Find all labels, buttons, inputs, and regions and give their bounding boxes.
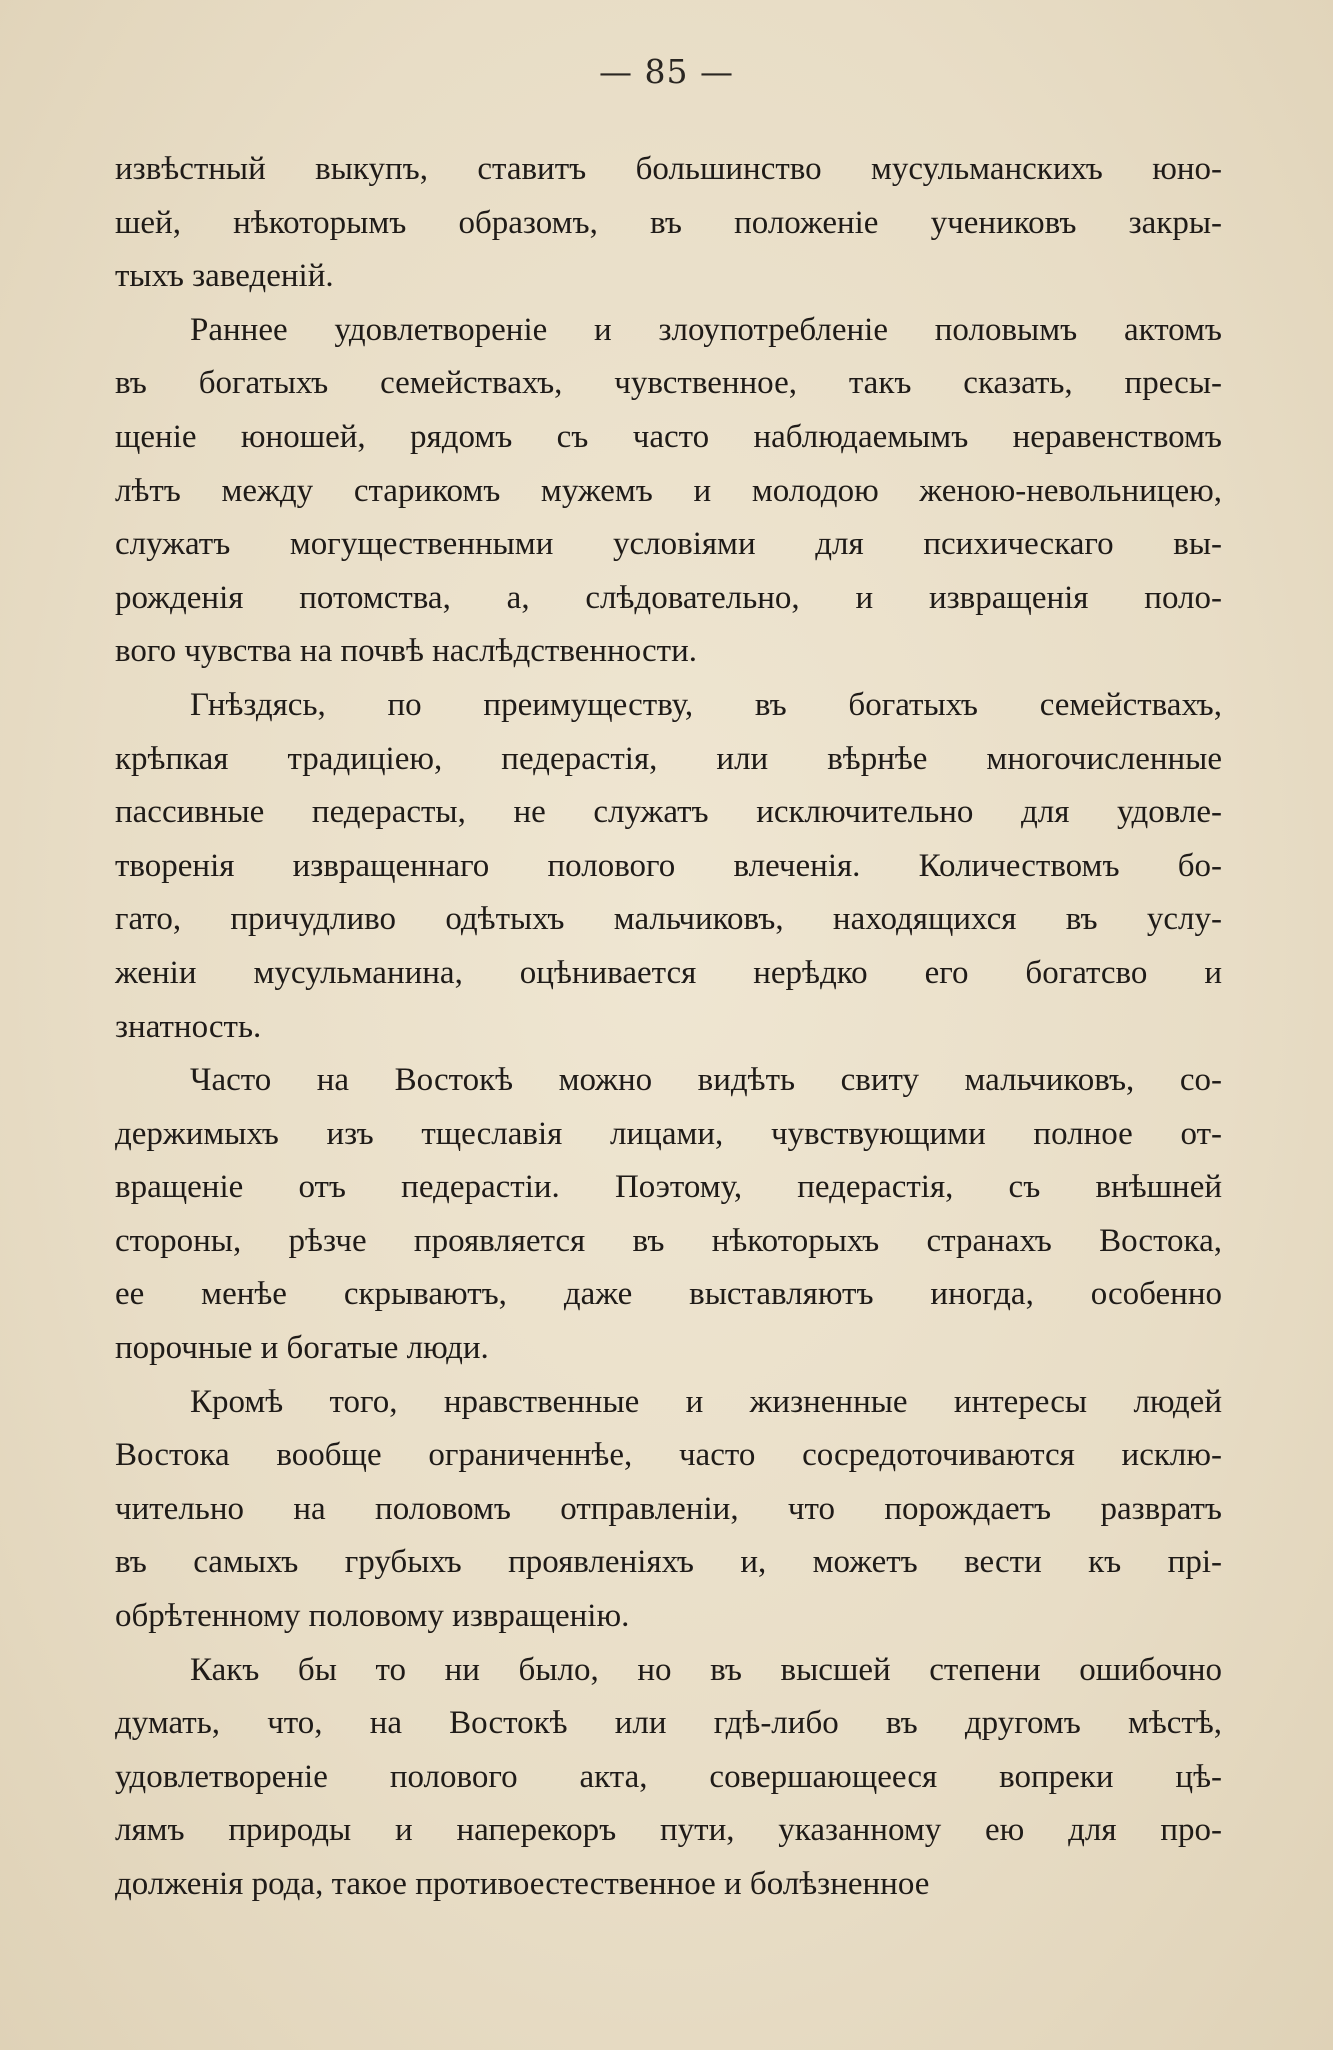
text-line: извѣстный выкупъ, ставитъ большинство мусульманскихъ юно-	[115, 151, 1222, 187]
text-line: рожденія потомства, а, слѣдовательно, и извращенія поло-	[115, 579, 1222, 616]
page-text-body	[115, 143, 1222, 1912]
text-line: долженія рода, такое противоестественное и болѣзненное	[115, 1866, 930, 1902]
text-line: въ богатыхъ семействахъ, чувственное, такъ сказать, пресы-	[115, 365, 1222, 402]
text-line: творенія извращеннаго полового влеченія. Количествомъ бо-	[115, 847, 1222, 884]
text-line: стороны, рѣзче проявляется въ нѣкоторыхъ странахъ Востока,	[115, 1222, 1222, 1259]
text-line: думать, что, на Востокѣ или гдѣ-либо въ другомъ мѣстѣ,	[115, 1705, 1222, 1742]
paragraph	[115, 1054, 1222, 1376]
text-line: тыхъ заведеній.	[115, 258, 334, 295]
paragraph	[115, 1644, 1222, 1912]
text-line: женіи мусульманина, оцѣнивается нерѣдко его богатсво и	[115, 954, 1222, 991]
text-line: знатность.	[115, 1008, 262, 1045]
text-line: вращеніе отъ педерастіи. Поэтому, педерастія, съ внѣшней	[115, 1169, 1222, 1206]
paragraph	[115, 679, 1222, 1054]
text-line: ее менѣе скрываютъ, даже выставляютъ иногда, особенно	[115, 1276, 1222, 1313]
text-line: Кромѣ того, нравственные и жизненные интересы людей	[190, 1383, 1222, 1420]
text-line: шей, нѣкоторымъ образомъ, въ положеніе учениковъ закры-	[115, 204, 1222, 241]
text-line: лямъ природы и наперекоръ пути, указанному ею для про-	[115, 1812, 1222, 1849]
text-line: обрѣтенному половому извращенію.	[115, 1598, 630, 1635]
text-line: порочные и богатые люди.	[115, 1330, 489, 1367]
text-line: крѣпкая традиціею, педерастія, или вѣрнѣе многочисленные	[115, 740, 1222, 777]
text-line: Часто на Востокѣ можно видѣть свиту мальчиковъ, со-	[190, 1062, 1222, 1099]
text-line: въ самыхъ грубыхъ проявленіяхъ и, можетъ вести къ пpi-	[115, 1544, 1222, 1581]
page-number: — 85 —	[599, 52, 734, 91]
text-line: Какъ бы то ни было, но въ высшей степени ошибочно	[190, 1651, 1222, 1688]
text-line: чительно на половомъ отправленіи, что порождаетъ развратъ	[115, 1490, 1222, 1527]
paragraph	[115, 1376, 1222, 1644]
text-line: держимыхъ изъ тщеславія лицами, чувствующими полное от-	[115, 1115, 1222, 1152]
paragraph	[115, 304, 1222, 679]
text-line: пассивные педерасты, не служатъ исключительно для удовле-	[115, 794, 1222, 831]
text-line: Раннее удовлетвореніе и злоупотребленіе половымъ актомъ	[190, 311, 1222, 348]
text-line: щеніе юношей, рядомъ съ часто наблюдаемымъ неравенствомъ	[115, 418, 1222, 455]
text-line: гато, причудливо одѣтыхъ мальчиковъ, находящихся въ услу-	[115, 901, 1222, 938]
text-line: лѣтъ между старикомъ мужемъ и молодою женою-невольницею,	[115, 472, 1222, 509]
text-line: вого чувства на почвѣ наслѣдственности.	[115, 633, 697, 670]
paragraph	[115, 143, 1222, 304]
text-line: удовлетвореніе полового акта, совершающееся вопреки цѣ-	[115, 1758, 1222, 1795]
text-line: Востока вообще ограниченнѣе, часто сосредоточиваются исклю-	[115, 1437, 1222, 1474]
text-line: служатъ могущественными условіями для психическаго вы-	[115, 526, 1222, 563]
text-line: Гнѣздясь, по преимуществу, въ богатыхъ семействахъ,	[190, 686, 1222, 723]
